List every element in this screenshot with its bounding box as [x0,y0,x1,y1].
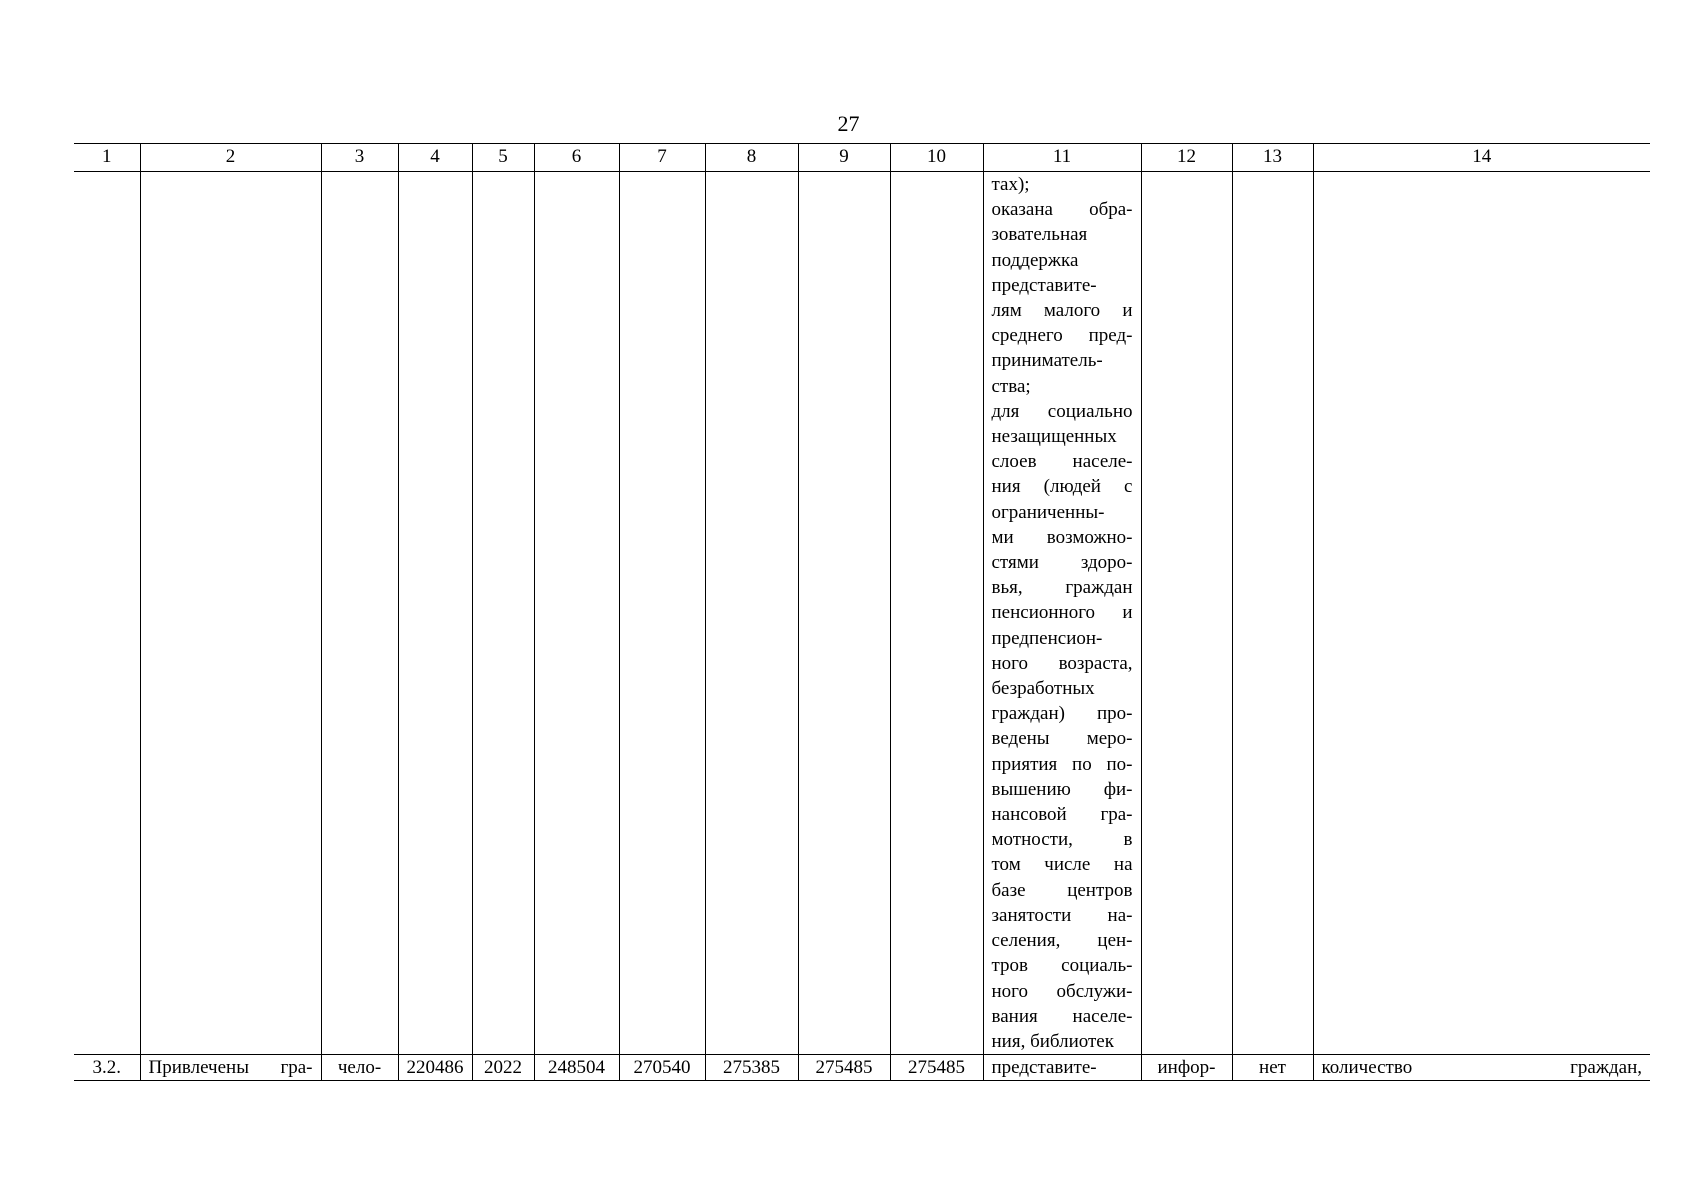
value-cell: 275485 [890,1055,983,1081]
column-number-header-row [74,144,1650,172]
column-header: 6 [534,144,619,172]
column-header: 10 [890,144,983,172]
table-row-3-2 [74,1055,1650,1081]
indicators-table [74,143,1650,1081]
column-header: 7 [619,144,705,172]
text-line: ния (людей с [991,476,1133,498]
text-line: занятости на- [991,904,1133,926]
text-line: базе центров [991,879,1133,901]
text-line: пенсионного и [991,602,1133,624]
text-line: лям малого и [991,300,1133,322]
text-line: нансовой гра- [991,804,1133,826]
text-line: тах); [991,174,1030,195]
info-system-cell: инфор- [1141,1055,1232,1081]
base-year-cell: 2022 [472,1055,534,1081]
table-cell [398,172,472,1055]
text-line: мотности, в [991,829,1133,851]
result-description-cell: представите- [983,1055,1141,1081]
table-cell [1313,172,1650,1055]
text-line: стями здоро- [991,552,1133,574]
text-line: ства; [991,375,1031,397]
text-line: оказана обра- [991,199,1133,221]
text-line: поддержка [991,249,1079,271]
text-line: для социально [991,400,1133,422]
table-cell [140,172,321,1055]
column-header: 5 [472,144,534,172]
unit-cell: чело- [321,1055,398,1081]
value-cell: 275385 [705,1055,798,1081]
base-value-cell: 220486 [398,1055,472,1081]
text-line: зовательная [991,224,1088,246]
table-cell [705,172,798,1055]
column-header: 3 [321,144,398,172]
text-line: ми возможно- [991,526,1133,548]
text-line: среднего пред- [991,325,1133,347]
table-cell [1232,172,1313,1055]
text-line: граждан) про- [991,703,1133,725]
column-header: 9 [798,144,890,172]
indicator-name-cell: Привлечены гра- [140,1055,321,1081]
value-cell: 275485 [798,1055,890,1081]
text-line: безработных [991,678,1095,700]
row-number-cell: 3.2. [74,1055,140,1081]
table-cell [534,172,619,1055]
table-cell [619,172,705,1055]
column-header: 12 [1141,144,1232,172]
text-line: вышению фи- [991,778,1133,800]
text-line: селения, цен- [991,930,1133,952]
column-header: 8 [705,144,798,172]
value-cell: 270540 [619,1055,705,1081]
value-cell: 248504 [534,1055,619,1081]
column-header: 13 [1232,144,1313,172]
text-line: ного возраста, [991,652,1133,674]
text-line: слоев населе- [991,451,1133,473]
column-header: 11 [983,144,1141,172]
column-header: 14 [1313,144,1650,172]
result-description-cell [983,172,1141,1055]
table-cell [1141,172,1232,1055]
table-cell [321,172,398,1055]
method-cell: количество граждан, [1313,1055,1650,1081]
text-line: незащищенных [991,426,1117,448]
page-number: 27 [837,111,860,136]
table-cell [472,172,534,1055]
flag-cell: нет [1232,1055,1313,1081]
column-header: 4 [398,144,472,172]
text-line: приниматель- [991,350,1103,372]
column-header: 1 [74,144,140,172]
text-line: вья, граждан [991,577,1133,599]
text-line: вания населе- [991,1005,1133,1027]
text-line: ного обслужи- [991,980,1133,1002]
text-line: ведены меро- [991,728,1133,750]
table-cell [74,172,140,1055]
text-line: ния, библиотек [991,1030,1114,1052]
table-cell [798,172,890,1055]
text-line: том числе на [991,854,1133,876]
text-line: тров социаль- [991,955,1133,977]
text-line: предпенсион- [991,627,1103,649]
text-line: ограниченны- [991,501,1105,523]
table-cell [890,172,983,1055]
text-line: представите- [991,274,1097,296]
column-header: 2 [140,144,321,172]
continuation-row [74,172,1650,1055]
text-line: приятия по по- [991,753,1133,775]
